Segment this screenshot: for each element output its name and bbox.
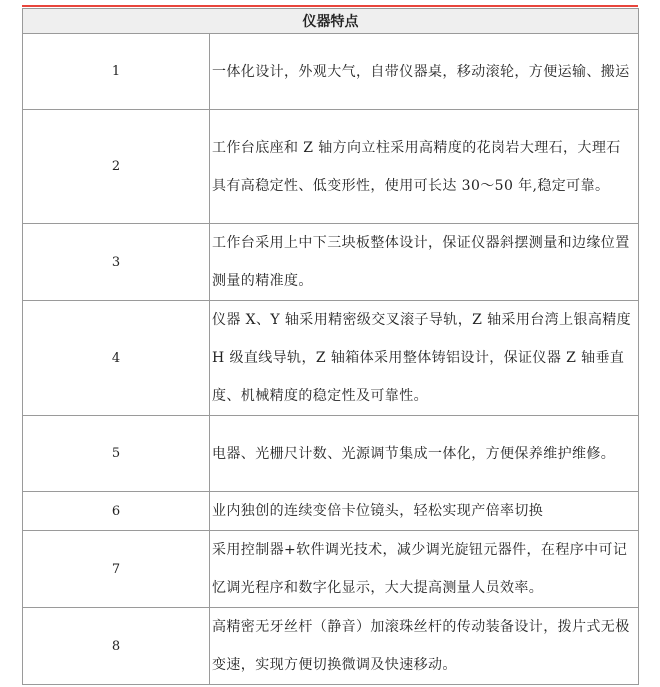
table-row	[23, 34, 639, 110]
top-accent-line	[22, 5, 638, 7]
table-row	[23, 224, 639, 301]
row-number: 2	[23, 110, 210, 224]
row-number: 1	[23, 34, 210, 110]
table-row	[23, 608, 639, 685]
table-header-row	[23, 9, 639, 34]
row-number: 6	[23, 492, 210, 531]
row-number: 3	[23, 224, 210, 301]
row-number: 5	[23, 416, 210, 492]
table-row	[23, 531, 639, 608]
row-description: 工作台底座和 Z 轴方向立柱采用高精度的花岗岩大理石，大理石具有高稳定性、低变形性，使用可长达 30～50 年,稳定可靠。	[210, 110, 639, 224]
row-description: 仪器 X、Y 轴采用精密级交叉滚子导轨，Z 轴采用台湾上银高精度 H 级直线导轨，Z 轴箱体采用整体铸铝设计，保证仪器 Z 轴垂直度、机械精度的稳定性及可靠性。	[210, 301, 639, 416]
row-description: 工作台采用上中下三块板整体设计，保证仪器斜摆测量和边缘位置测量的精准度。	[210, 224, 639, 301]
features-table	[22, 8, 639, 685]
row-description: 采用控制器+软件调光技术，减少调光旋钮元器件，在程序中可记忆调光程序和数字化显示，大大提高测量人员效率。	[210, 531, 639, 608]
row-description: 高精密无牙丝杆（静音）加滚珠丝杆的传动装备设计，拨片式无极变速，实现方便切换微调及快速移动。	[210, 608, 639, 685]
table-row	[23, 301, 639, 416]
row-description: 一体化设计，外观大气，自带仪器桌，移动滚轮，方便运输、搬运	[210, 34, 639, 110]
row-description: 电器、光栅尺计数、光源调节集成一体化，方便保养维护维修。	[210, 416, 639, 492]
table-row	[23, 416, 639, 492]
table-header: 仪器特点	[23, 9, 639, 34]
row-number: 4	[23, 301, 210, 416]
row-number: 7	[23, 531, 210, 608]
table-row	[23, 492, 639, 531]
table-row	[23, 110, 639, 224]
row-description: 业内独创的连续变倍卡位镜头，轻松实现产倍率切换	[210, 492, 639, 531]
row-number: 8	[23, 608, 210, 685]
